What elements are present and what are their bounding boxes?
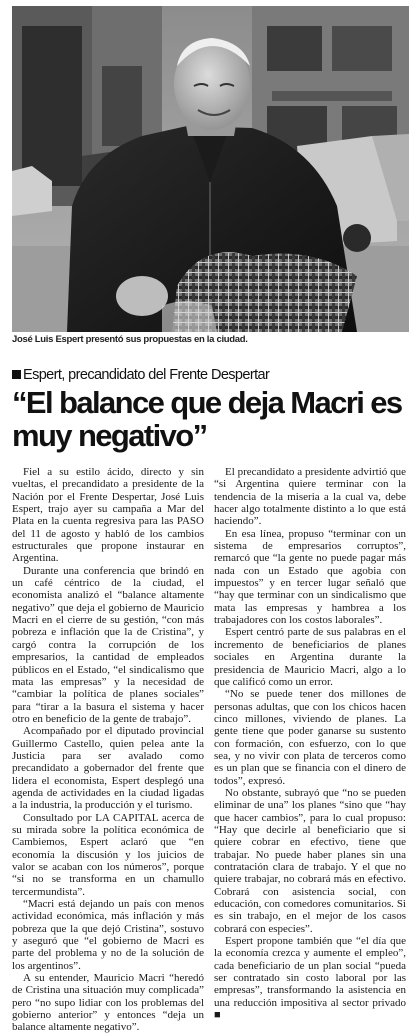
article-column-left (12, 466, 204, 1034)
article-photo (12, 6, 409, 332)
article-paragraph: En esa línea, propuso “terminar con un sistema de empresarios corruptos”, remarcó que “la gente no puede pagar más nada con un Estado que agobia con impuestos” y en tercer lugar señaló que “hay que terminar con un sindicalismo que mata las empresas y hambrea a los trabajadores con los costos laborales”. (214, 527, 406, 627)
article-paragraph: No obstante, subrayó que “no se pueden eliminar de una” los planes “sino que “hay que hacer cambios”, para lo cual propuso: “Hay que decirle al beneficiario que si quiere cobrar en efectivo, tiene que trabajar. No puede haber planes sin una contratación clara de trabajo. Y el que no quiere trabajar, no cobrará más en efectivo. Cobrará con asistencia social, con educación, con comedores comunitarios. Si es sin trabajo, en el mejor de los casos cobrará con especies”. (214, 786, 406, 935)
article-paragraph: Espert centró parte de sus palabras en el incremento de beneficiarios de planes sociales en Argentina durante la presidencia de Mauricio Macri, algo a lo que calificó como un error. (214, 626, 406, 688)
article-paragraph: “Macri está dejando un país con menos actividad económica, más inflación y más pobreza que la que dejó Cristina”, sostuvo y aseguró que “el gobierno de Macri es parte del problema y no de la solución de los argentinos”. (12, 898, 204, 972)
article-paragraph: Durante una conferencia que brindó en un café céntrico de la ciudad, el economista analizó el “balance altamente negativo” que deja el gobierno de Mauricio Macri en el cierre de su gestión, “con más pobreza e inflación que la de Cristina”, y cargó contra la corrupción de los empresarios, la cantidad de empleados públicos en el Estado, “el sindicalismo que mata las empresas” y la necesidad de “cambiar la política de planes sociales” para “tirar a la basura el sistema y hacer otro en beneficio de la gente de trabajo”. (12, 564, 204, 725)
article-paragraph: El precandidato a presidente advirtió que “si Argentina quiere terminar con la tendencia de la miseria a la cual va, debe hacer algo totalmente distinto a lo que está haciendo”. (214, 466, 406, 528)
article-paragraph: Espert propone también que “el día que la economía crezca y aumente el empleo”, cada beneficiario de un plan social “pueda ser contratado sin costo laboral por las empresas”, transformando la asistencia en una reducción impositiva al sector privado ■ (214, 935, 406, 1022)
article-paragraph: “No se puede tener dos millones de personas adultas, que con los chicos hacen cinco millones, viviendo de planes. La gente tiene que poder ganarse su sustento con formación, con esfuerzo, con lo que sea, y no vivir con plata de terceros como es un plan que se financia con el dinero de todos”, expresó. (214, 688, 406, 787)
article-headline: “El balance que deja Macri es muy negativo” (12, 385, 402, 453)
article-paragraph: Acompañado por el diputado provincial Guillermo Castello, quien pelea ante la Justicia para ser avalado como precandidato a gobernador del frente que lidera el economista, Espert desplegó una agenda de actividades en la ciudad ligadas a la industria, la producción y el turismo. (12, 725, 204, 812)
square-bullet-icon (12, 370, 21, 379)
article-kicker (12, 367, 409, 383)
article-paragraph: Consultado por LA CAPITAL acerca de su mirada sobre la política económica de Cambiemos, Espert aclaró que “en economía la discusión y los juicios de valor se acaban con los números”, porque “si no se transforma en un chamullo tercermundista”. (12, 811, 204, 898)
portrait-photo-icon (12, 6, 409, 332)
kicker-text: Espert, precandidato del Frente Despertar (23, 367, 270, 383)
article-paragraph: A su entender, Mauricio Macri “heredó de Cristina una situación muy complicada” pero “no supo lidiar con los problemas del gobierno anterior” y entonces “deja un balance altamente negativo”. (12, 972, 204, 1034)
article-column-right (214, 466, 406, 1021)
photo-caption: José Luis Espert presentó sus propuestas en la ciudad. (12, 334, 248, 345)
article-paragraph: Fiel a su estilo ácido, directo y sin vueltas, el precandidato a presidente de la Nación por el Frente Despertar, José Luis Espert, trajo ayer su campaña a Mar del Plata en la cuenta regresiva para las PASO del 11 de agosto y habló de los cambios estructurales que propone instaurar en Argentina. (12, 466, 204, 565)
